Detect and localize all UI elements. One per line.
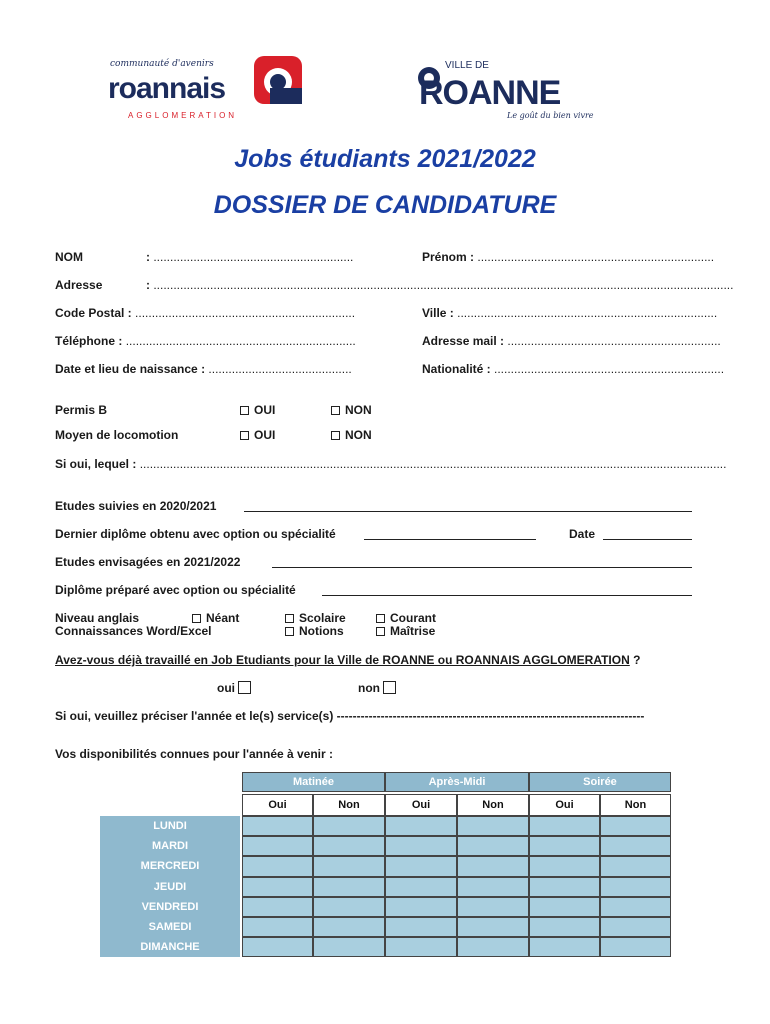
availability-cell[interactable] xyxy=(600,917,671,937)
subheader-cell: Non xyxy=(600,794,671,816)
connaissances-word-label: Connaissances Word/Excel xyxy=(55,624,212,638)
day-label: DIMANCHE xyxy=(100,937,240,957)
subheader-cell: Non xyxy=(313,794,385,816)
logo-tagline-text: Le goût du bien vivre xyxy=(507,111,594,120)
day-label: JEUDI xyxy=(100,877,240,897)
disponibilites-label: Vos disponibilités connues pour l'année à venir : xyxy=(55,747,334,761)
prenom-field[interactable]: Prénom : ....................................................................... xyxy=(422,250,715,264)
day-label: MARDI xyxy=(100,836,240,856)
availability-cell[interactable] xyxy=(242,877,313,897)
logo-name-text: roannais xyxy=(108,72,226,105)
availability-cell[interactable] xyxy=(529,816,600,836)
availability-cell[interactable] xyxy=(457,917,529,937)
nationalite-field[interactable]: Nationalité : ..................................................................... xyxy=(422,362,725,376)
nom-field[interactable]: : ............................................................ xyxy=(146,250,354,264)
availability-cell[interactable] xyxy=(313,877,385,897)
availability-cell[interactable] xyxy=(529,877,600,897)
telephone-field[interactable]: Téléphone : ..................................................................... xyxy=(55,334,356,348)
checkbox-icon xyxy=(240,406,249,415)
checkbox-icon xyxy=(331,406,340,415)
availability-cell[interactable] xyxy=(529,917,600,937)
availability-cell[interactable] xyxy=(242,897,313,917)
day-label: LUNDI xyxy=(100,816,240,836)
availability-cell[interactable] xyxy=(457,897,529,917)
period-header: Après-Midi xyxy=(385,772,529,792)
availability-cell[interactable] xyxy=(385,836,457,856)
adresse-label: Adresse xyxy=(55,278,103,292)
availability-cell[interactable] xyxy=(457,877,529,897)
availability-cell[interactable] xyxy=(600,877,671,897)
etudes-suivies-line[interactable] xyxy=(244,511,692,512)
checkbox-icon xyxy=(240,431,249,440)
availability-cell[interactable] xyxy=(457,816,529,836)
availability-cell[interactable] xyxy=(600,897,671,917)
logo-script-text: communauté d'avenirs xyxy=(110,59,214,69)
subheader-cell: Oui xyxy=(529,794,600,816)
availability-cell[interactable] xyxy=(529,856,600,876)
logo-sub-text: AGGLOMERATION xyxy=(128,111,238,120)
dernier-diplome-label: Dernier diplôme obtenu avec option ou spécialité xyxy=(55,527,336,541)
courant-checkbox[interactable]: Courant xyxy=(376,611,436,625)
availability-cell[interactable] xyxy=(313,937,385,957)
availability-cell[interactable] xyxy=(600,937,671,957)
checkbox-icon xyxy=(285,627,294,636)
niveau-anglais-label: Niveau anglais xyxy=(55,611,140,625)
day-label: SAMEDI xyxy=(100,917,240,937)
checkbox-icon xyxy=(285,614,294,623)
locomotion-non-checkbox[interactable]: NON xyxy=(331,428,372,442)
non-checkbox[interactable]: non xyxy=(358,681,396,695)
availability-cell[interactable] xyxy=(529,836,600,856)
scolaire-checkbox[interactable]: Scolaire xyxy=(285,611,346,625)
permis-non-checkbox[interactable]: NON xyxy=(331,403,372,417)
availability-cell[interactable] xyxy=(313,856,385,876)
notions-checkbox[interactable]: Notions xyxy=(285,624,344,638)
availability-cell[interactable] xyxy=(385,897,457,917)
deja-travaille-question: Avez-vous déjà travaillé en Job Etudiants pour la Ville de ROANNE ou ROANNAIS AGGLOMERATION ? xyxy=(55,653,641,667)
subheader-cell: Oui xyxy=(385,794,457,816)
availability-cell[interactable] xyxy=(313,917,385,937)
permis-label: Permis B xyxy=(55,403,108,417)
checkbox-icon xyxy=(331,431,340,440)
period-header: Soirée xyxy=(529,772,671,792)
checkbox-icon xyxy=(238,681,251,694)
naissance-field[interactable]: Date et lieu de naissance : ........................................... xyxy=(55,362,352,376)
etudes-envisagees-line[interactable] xyxy=(272,567,692,568)
period-header: Matinée xyxy=(242,772,385,792)
availability-cell[interactable] xyxy=(529,897,600,917)
checkbox-icon xyxy=(383,681,396,694)
dernier-diplome-line[interactable] xyxy=(364,539,536,540)
etudes-suivies-label: Etudes suivies en 2020/2021 xyxy=(55,499,217,513)
date-label: Date xyxy=(569,527,596,541)
etudes-envisagees-label: Etudes envisagées en 2021/2022 xyxy=(55,555,241,569)
availability-cell[interactable] xyxy=(313,816,385,836)
availability-cell[interactable] xyxy=(385,917,457,937)
adresse-field[interactable]: : .............................................................................................................................................................................. xyxy=(146,278,734,292)
availability-cell[interactable] xyxy=(600,836,671,856)
availability-cell[interactable] xyxy=(385,877,457,897)
checkbox-icon xyxy=(192,614,201,623)
availability-cell[interactable] xyxy=(313,836,385,856)
availability-cell[interactable] xyxy=(242,937,313,957)
availability-cell[interactable] xyxy=(242,856,313,876)
oui-checkbox[interactable]: oui xyxy=(217,681,251,695)
availability-cell[interactable] xyxy=(529,937,600,957)
availability-cell[interactable] xyxy=(457,856,529,876)
availability-cell[interactable] xyxy=(385,937,457,957)
si-oui-preciser-field[interactable]: Si oui, veuillez préciser l'année et le(s) service(s) ----------------------------------------------------------------------------- xyxy=(55,709,645,723)
ville-de-roanne-logo xyxy=(415,52,615,122)
checkbox-icon xyxy=(376,614,385,623)
adresse-mail-field[interactable]: Adresse mail : ................................................................ xyxy=(422,334,721,348)
neant-checkbox[interactable]: Néant xyxy=(192,611,239,625)
availability-cell[interactable] xyxy=(242,917,313,937)
locomotion-label: Moyen de locomotion xyxy=(55,428,179,442)
locomotion-oui-checkbox[interactable]: OUI xyxy=(240,428,275,442)
diplome-prepare-label: Diplôme préparé avec option ou spécialité xyxy=(55,583,296,597)
logo-prefix-text: VILLE DE xyxy=(445,60,489,71)
availability-cell[interactable] xyxy=(385,816,457,836)
date-line[interactable] xyxy=(603,539,692,540)
diplome-prepare-line[interactable] xyxy=(322,595,692,596)
logo-roanne-text: ROANNE xyxy=(419,74,561,112)
maitrise-checkbox[interactable]: Maîtrise xyxy=(376,624,435,638)
subheader-cell: Non xyxy=(457,794,529,816)
day-label: VENDREDI xyxy=(100,897,240,917)
availability-cell[interactable] xyxy=(385,856,457,876)
nom-label: NOM xyxy=(55,250,83,264)
availability-cell[interactable] xyxy=(313,897,385,917)
checkbox-icon xyxy=(376,627,385,636)
availability-cell[interactable] xyxy=(457,937,529,957)
day-label: MERCREDI xyxy=(100,856,240,876)
availability-cell[interactable] xyxy=(600,816,671,836)
si-oui-lequel-field[interactable]: Si oui, lequel : ................................................................................................................................................................................ xyxy=(55,457,727,471)
availability-cell[interactable] xyxy=(600,856,671,876)
availability-cell[interactable] xyxy=(242,816,313,836)
subheader-cell: Oui xyxy=(242,794,313,816)
code-postal-field[interactable]: Code Postal : .................................................................. xyxy=(55,306,356,320)
permis-oui-checkbox[interactable]: OUI xyxy=(240,403,275,417)
page-title: Jobs étudiants 2021/2022 xyxy=(234,145,536,173)
page-subtitle: DOSSIER DE CANDIDATURE xyxy=(213,191,557,219)
ville-field[interactable]: Ville : .............................................................................. xyxy=(422,306,718,320)
roannais-agglomeration-logo xyxy=(106,52,306,122)
availability-cell[interactable] xyxy=(242,836,313,856)
availability-cell[interactable] xyxy=(457,836,529,856)
